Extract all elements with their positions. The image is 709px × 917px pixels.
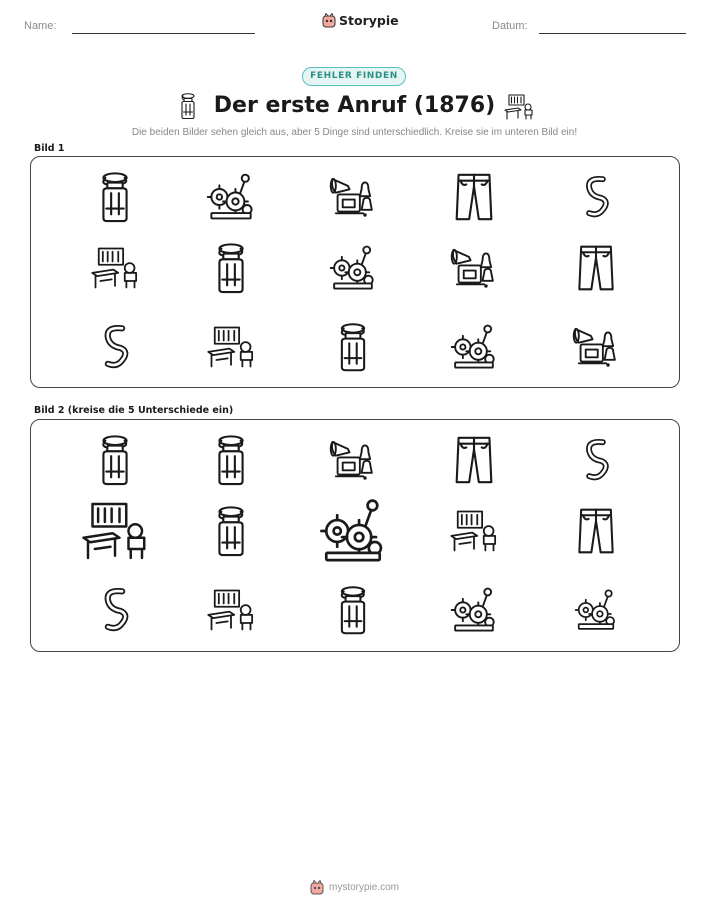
picture2-jar-icon[interactable] (211, 433, 251, 487)
footer-url: mystorypie.com (328, 882, 399, 893)
page-title: Der erste Anruf (1876) (213, 93, 496, 118)
picture1-pants-icon (452, 171, 496, 223)
picture1-machine-icon (450, 323, 498, 371)
picture1-phonograph-icon (572, 325, 620, 369)
picture1-cable-icon (579, 174, 613, 220)
picture2-classroom-icon[interactable] (79, 500, 151, 562)
picture2-cable-icon[interactable] (97, 586, 133, 634)
picture1-jar-icon (92, 170, 138, 224)
picture2-cable-icon[interactable] (579, 437, 613, 483)
picture2-jar-icon[interactable] (95, 433, 135, 487)
picture1-pants-icon (575, 243, 617, 293)
logo-text: Storypie (339, 13, 399, 28)
footer-mascot-icon (310, 880, 324, 895)
picture2-machine-icon[interactable] (572, 588, 620, 632)
picture1-cable-icon (97, 323, 133, 371)
picture2-phonograph-icon[interactable] (329, 438, 377, 482)
picture1-machine-icon (328, 244, 378, 292)
footer (0, 880, 709, 895)
picture2-jar-icon[interactable] (211, 504, 251, 558)
picture2-label: Bild 2 (kreise die 5 Unterschiede ein) (34, 405, 234, 416)
picture1-phonograph-icon (329, 175, 377, 219)
instructions: Die beiden Bilder sehen gleich aus, aber 5 Dinge sind unterschiedlich. Kreise sie im unteren Bild ein! (131, 127, 578, 138)
picture1-classroom-icon (89, 246, 141, 290)
spot-the-difference-badge: FEHLER FINDEN (302, 67, 406, 86)
picture1-machine-icon (206, 172, 256, 222)
picture2-machine-icon[interactable] (317, 497, 389, 565)
date-line (539, 33, 686, 34)
picture1-panel (30, 156, 680, 388)
picture1-jar-icon (332, 321, 374, 373)
picture2-pants-icon[interactable] (452, 434, 496, 486)
picture2-jar-icon[interactable] (332, 584, 374, 636)
name-line (72, 33, 255, 34)
picture2-classroom-icon[interactable] (448, 509, 500, 553)
title-classroom-icon (503, 94, 535, 125)
name-label: Name: (24, 20, 57, 32)
picture2-panel[interactable] (30, 419, 680, 652)
picture1-classroom-icon (205, 325, 257, 369)
storypie-logo (322, 13, 399, 28)
picture1-label: Bild 1 (34, 143, 65, 154)
picture1-jar-icon (211, 241, 251, 295)
storypie-mascot-icon (322, 13, 336, 28)
picture2-machine-icon[interactable] (450, 586, 498, 634)
date-label: Datum: (492, 20, 528, 32)
picture1-phonograph-icon (450, 246, 498, 290)
picture2-classroom-icon[interactable] (205, 588, 257, 632)
picture2-pants-icon[interactable] (575, 506, 617, 556)
